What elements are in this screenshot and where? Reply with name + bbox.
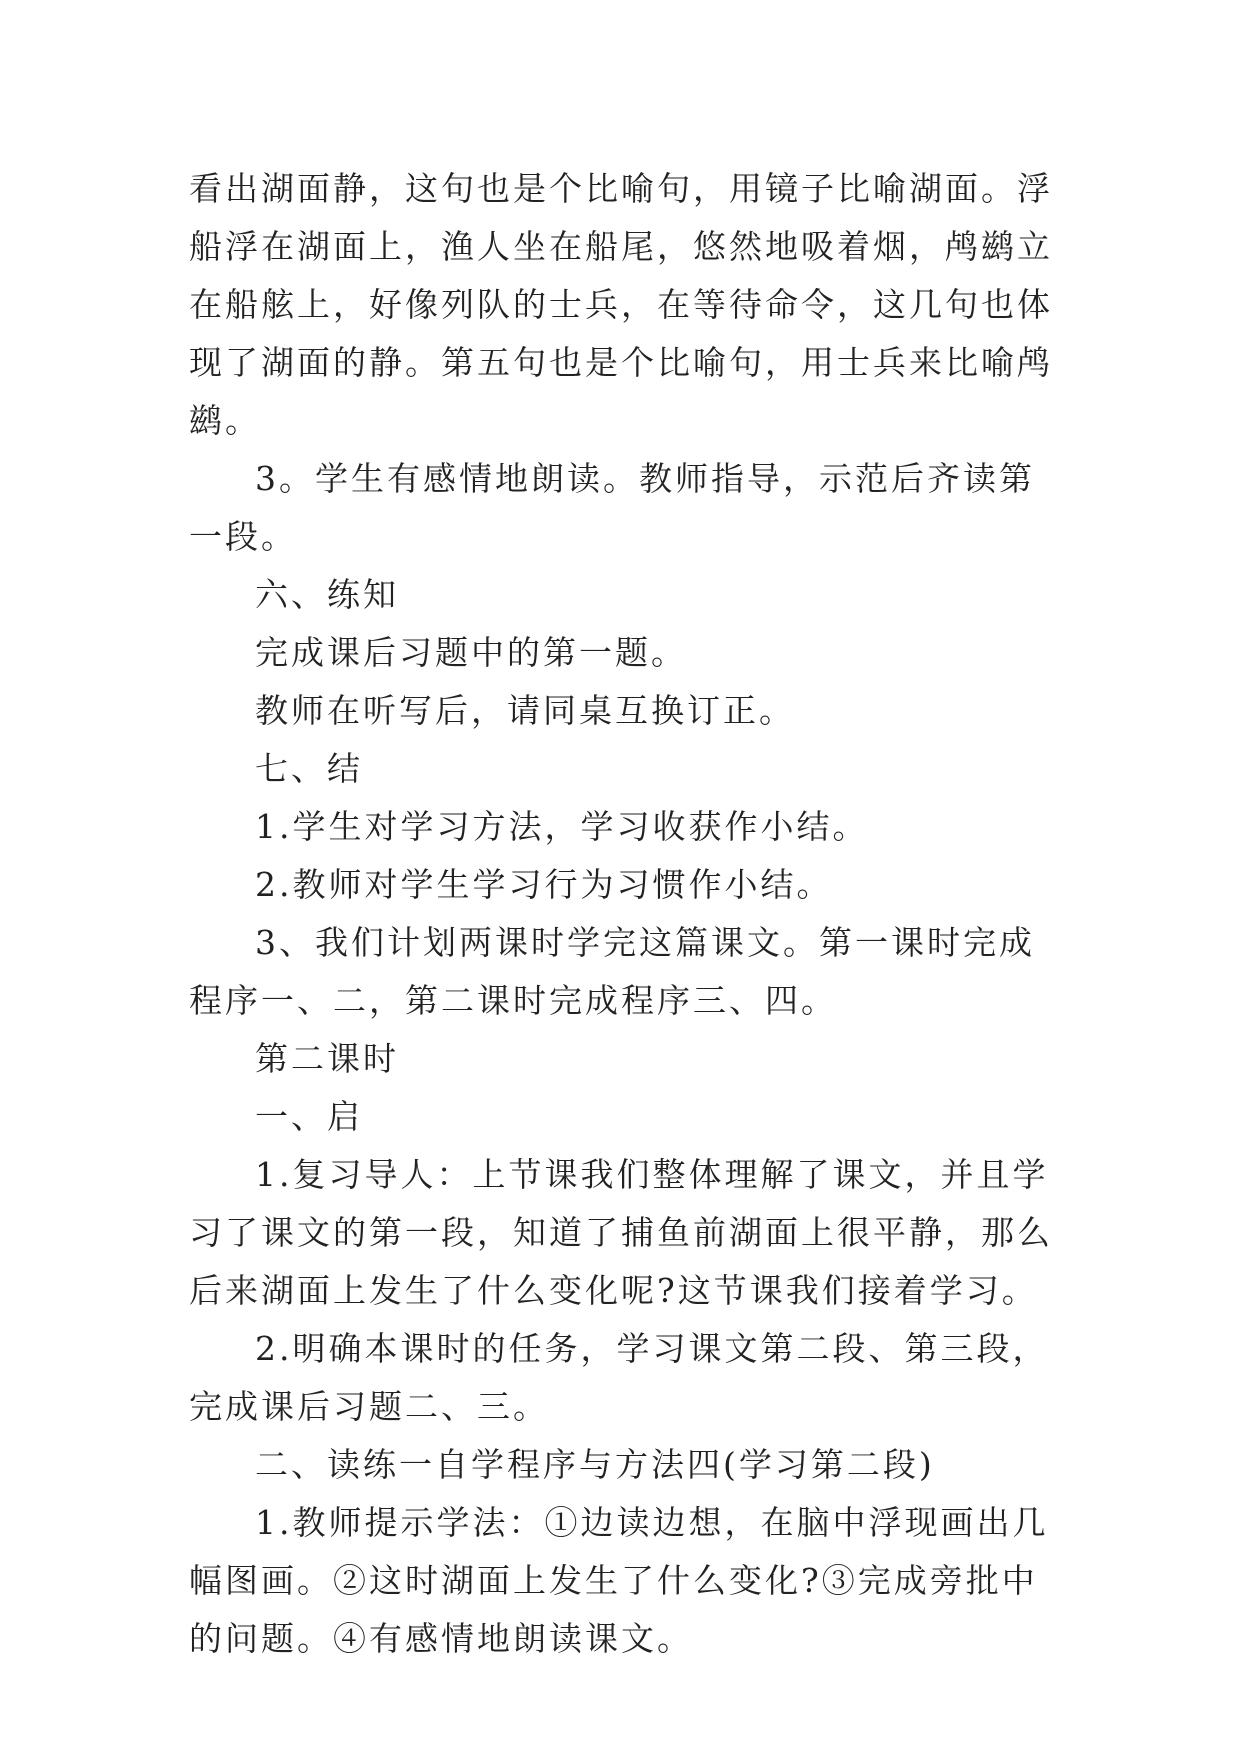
section-heading: 七、结 [255,749,363,788]
paragraph: 1.教师提示学法：①边读边想，在脑中浮现画出几幅图画。②这时湖面上发生了什么变化?③完成旁批中的问题。④有感情地朗读课文。 [189,1503,1049,1658]
paragraph: 3、我们计划两课时学完这篇课文。第一课时完成程序一、二，第二课时完成程序三、四。 [189,923,1035,1020]
paragraph: 1.学生对学习方法，学习收获作小结。 [255,807,869,846]
paragraph: 1.复习导人：上节课我们整体理解了课文，并且学习了课文的第一段，知道了捕鱼前湖面上很平静，那么后来湖面上发生了什么变化呢?这节课我们接着学习。 [189,1155,1053,1310]
document-body [189,160,1069,1668]
section-heading: 六、练知 [255,575,399,614]
paragraph: 完成课后习题中的第一题。 [255,633,687,672]
section-heading: 二、读练一自学程序与方法四(学习第二段) [255,1445,935,1484]
section-heading: 一、启 [255,1097,363,1136]
paragraph: 2.教师对学生学习行为习惯作小结。 [255,865,833,904]
paragraph: 3。学生有感情地朗读。教师指导，示范后齐读第一段。 [189,459,1035,556]
section-heading: 第二课时 [255,1039,399,1078]
paragraph: 看出湖面静，这句也是个比喻句，用镜子比喻湖面。浮船浮在湖面上，渔人坐在船尾，悠然地吸着烟，鸬鹚立在船舷上，好像列队的士兵，在等待命令，这几句也体现了湖面的静。第五句也是个比喻句，用士兵来比喻鸬鹚。 [189,169,1053,440]
paragraph: 教师在听写后，请同桌互换订正。 [255,691,795,730]
paragraph: 2.明确本课时的任务，学习课文第二段、第三段，完成课后习题二、三。 [189,1329,1049,1426]
